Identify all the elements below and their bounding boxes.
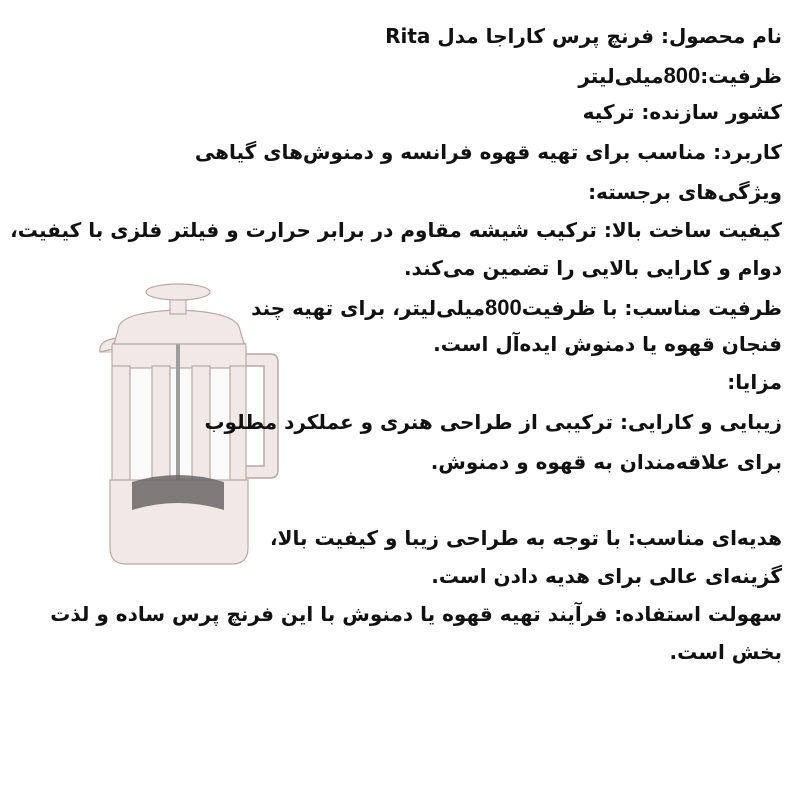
feature-capacity-line-1 [251, 294, 782, 322]
capacity-label: ظرفیت: [700, 64, 782, 88]
benefit-ease-line-1: سهولت استفاده: فرآیند تهیه قهوه یا دمنوش با این فرنچ پرس ساده و لذت [50, 602, 782, 626]
origin-line: کشور سازنده: ترکیه [582, 100, 782, 124]
usage-line: کاربرد: مناسب برای تهیه قهوه فرانسه و دمنوش‌های گیاهی [194, 140, 782, 164]
capacity-line [578, 62, 782, 90]
benefit-gift-line-2: گزینه‌ای عالی برای هدیه دادن است. [431, 564, 782, 588]
feature-capacity-prefix: ظرفیت مناسب: با ظرفیت [521, 296, 782, 320]
feature-capacity-number: 800 [485, 295, 522, 320]
feature-capacity-line-2: فنجان قهوه یا دمنوش ایده‌آل است. [433, 332, 782, 356]
benefit-ease-line-2: بخش است. [669, 640, 782, 664]
feature-capacity-suffix: میلی‌لیتر، برای تهیه چند [251, 296, 486, 320]
capacity-unit: میلی‌لیتر [578, 64, 664, 88]
feature-quality-line-2: دوام و کارایی بالایی را تضمین می‌کند. [403, 256, 782, 280]
benefit-beauty-line-2: برای علاقه‌مندان به قهوه و دمنوش. [430, 450, 782, 474]
features-heading: ویژگی‌های برجسته: [588, 180, 782, 204]
capacity-number: 800 [663, 63, 701, 88]
product-name-line: نام محصول: فرنچ پرس کاراجا مدل Rita [385, 24, 782, 48]
benefit-beauty-line-1: زیبایی و کارایی: ترکیبی از طراحی هنری و عملکرد مطلوب [204, 410, 782, 434]
feature-quality-line-1: کیفیت ساخت بالا: ترکیب شیشه مقاوم در برابر حرارت و فیلتر فلزی با کیفیت، [10, 218, 782, 242]
benefit-gift-line-1: هدیه‌ای مناسب: با توجه به طراحی زیبا و کیفیت بالا، [269, 526, 782, 550]
benefits-heading: مزایا: [727, 370, 782, 394]
